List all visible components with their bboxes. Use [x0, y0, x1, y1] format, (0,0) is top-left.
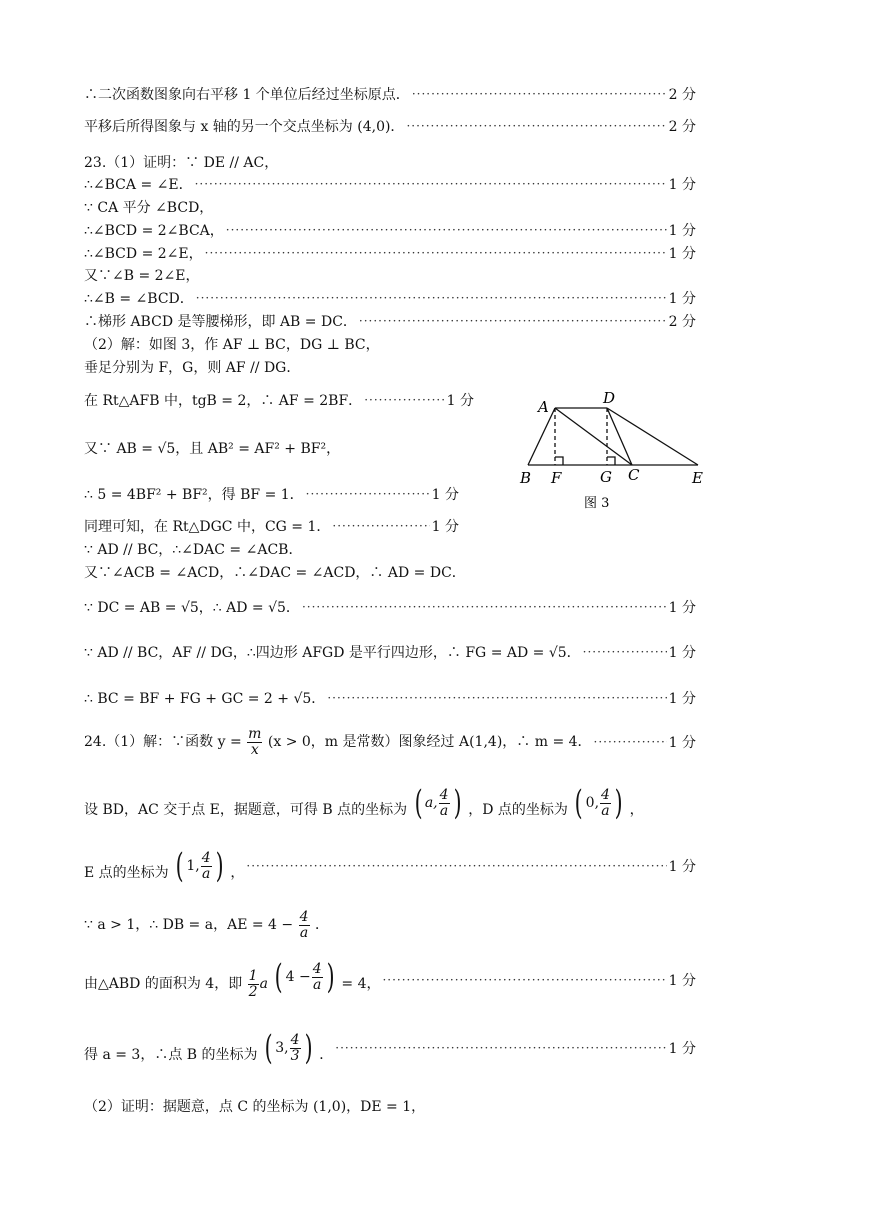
- score: 1 分: [668, 1041, 696, 1057]
- solution-line: ∴∠BCA = ∠E． ····· 1 分: [84, 173, 696, 195]
- solution-line: 在 Rt△AFB 中，tgB = 2，∴ AF = 2BF． ····· 1 分: [84, 389, 474, 411]
- right-angle-g: [607, 457, 615, 465]
- solution-line: ∵ DC = AB = √5，∴ AD = √5． ····· 1 分: [84, 596, 696, 618]
- leader-dots: [335, 1041, 666, 1055]
- solution-line: 同理可知，在 Rt△DGC 中，CG = 1． ····· 1 分: [84, 515, 459, 537]
- score: 1 分: [668, 859, 696, 875]
- leader-dots: [594, 735, 667, 749]
- segment-ab: [528, 408, 555, 465]
- leader-dots: [583, 645, 667, 659]
- score: 2 分: [668, 87, 696, 103]
- leader-dots: [205, 246, 667, 260]
- solution-line: （2）证明：据题意，点 C 的坐标为 (1,0)，DE = 1，: [84, 1099, 426, 1115]
- problem-23-heading: 23.（1）证明：∵ DE // AC，: [84, 155, 279, 171]
- score: 2 分: [668, 119, 696, 135]
- leader-dots: [327, 691, 666, 705]
- label-b: B: [520, 469, 532, 487]
- coordinate-b: ( 3, $\frac{4}{3}$ ): [264, 1028, 313, 1068]
- label-f: F: [551, 469, 562, 487]
- label-a: A: [538, 398, 549, 416]
- solution-line: 得 a = 3，∴点 B 的坐标为 ( 3, $\frac{4}{3}$ ) ． ····· 1 分: [84, 1026, 696, 1070]
- label-d: D: [603, 389, 616, 407]
- score: 1 分: [668, 246, 696, 262]
- fraction: $\frac{m}{x}$: [248, 725, 262, 758]
- leader-dots: [302, 600, 667, 614]
- problem-24-heading: 24.（1）解：∵函数 y = $\frac{m}{x}$ (x > 0，m 是常数）图象经过 A(1,4)，∴ m = 4． ····· 1 分: [84, 722, 696, 762]
- right-angle-f: [555, 457, 563, 465]
- solution-line: 又∵ AB = √5，且 AB² = AF² + BF²，: [84, 441, 341, 457]
- solution-line: （2）解：如图 3，作 AF ⊥ BC，DG ⊥ BC，: [84, 337, 380, 353]
- solution-line: ∵ a > 1，∴ DB = a，AE = 4 − $\frac{4}{a}$ ．: [84, 908, 329, 941]
- score: 1 分: [431, 519, 459, 535]
- leader-dots: [196, 291, 667, 305]
- leader-dots: [412, 87, 667, 101]
- solution-line: ∵ AD // BC，∴∠DAC = ∠ACB．: [84, 542, 303, 558]
- solution-line: 垂足分别为 F，G，则 AF // DG．: [84, 360, 301, 376]
- solution-line: ∵ CA 平分 ∠BCD，: [84, 200, 214, 216]
- solution-line: E 点的坐标为 ( 1, $\frac{4}{a}$ ) ， ····· 1 分: [84, 844, 696, 888]
- leader-dots: [195, 177, 667, 191]
- figure-3: [510, 388, 710, 516]
- coordinate-b: ( a, $\frac{4}{a}$ ): [414, 783, 462, 823]
- solution-line: 由△ABD 的面积为 4，即 $\frac{1}{2}$ a ( 4 − $\frac{4}{a}$ ) = 4， ····· 1 分: [84, 958, 696, 1002]
- coordinate-d: ( 0, $\frac{4}{a}$ ): [575, 783, 623, 823]
- score: 1 分: [668, 291, 696, 307]
- solution-line: ∴∠B = ∠BCD． ····· 1 分: [84, 287, 696, 309]
- score: 1 分: [668, 645, 696, 661]
- solution-line: ∴ 5 = 4BF² + BF²，得 BF = 1． ····· 1 分: [84, 483, 459, 505]
- leader-dots: [382, 973, 666, 987]
- leader-dots: [359, 314, 667, 328]
- score: 1 分: [668, 600, 696, 616]
- score: 1 分: [668, 223, 696, 239]
- solution-line: 又∵∠ACB = ∠ACD，∴∠DAC = ∠ACD，∴ AD = DC．: [84, 565, 466, 581]
- leader-dots: [332, 519, 429, 533]
- score: 2 分: [668, 314, 696, 330]
- label-g: G: [600, 468, 612, 486]
- label-e: E: [692, 469, 703, 487]
- coordinate-e: ( 1, $\frac{4}{a}$ ): [175, 846, 224, 886]
- solution-line: ∴二次函数图象向右平移 1 个单位后经过坐标原点． ····· 2 分: [84, 83, 696, 105]
- score: 1 分: [431, 487, 459, 503]
- leader-dots: [406, 119, 666, 133]
- leader-dots: [226, 223, 667, 237]
- score: 1 分: [668, 735, 696, 751]
- solution-line: ∴∠BCD = 2∠BCA， ····· 1 分: [84, 219, 696, 241]
- solution-line: 设 BD，AC 交于点 E，据题意，可得 B 点的坐标为 ( a, $\frac{4}{a}$ ) ，D 点的坐标为 ( 0, $\frac{4}{a}$ ) ，: [84, 783, 644, 823]
- figure-caption: 图 3: [584, 496, 610, 511]
- solution-line: 又∵∠B = 2∠E，: [84, 268, 200, 284]
- score: 1 分: [668, 691, 696, 707]
- label-c: C: [628, 466, 640, 484]
- solution-line: ∵ AD // BC，AF // DG，∴四边形 AFGD 是平行四边形，∴ FG = AD = √5． ····· 1 分: [84, 641, 696, 663]
- solution-line: ∴∠BCD = 2∠E， ····· 1 分: [84, 242, 696, 264]
- leader-dots: [306, 487, 430, 501]
- score: 1 分: [668, 177, 696, 193]
- score: 1 分: [446, 393, 474, 409]
- solution-line: 平移后所得图象与 x 轴的另一个交点坐标为 (4,0)． ····· 2 分: [84, 115, 696, 137]
- leader-dots: [364, 393, 444, 407]
- solution-line: ∴ BC = BF + FG + GC = 2 + √5． ····· 1 分: [84, 687, 696, 709]
- solution-line: ∴梯形 ABCD 是等腰梯形，即 AB = DC． ····· 2 分: [84, 310, 696, 332]
- score: 1 分: [668, 973, 696, 989]
- leader-dots: [246, 859, 666, 873]
